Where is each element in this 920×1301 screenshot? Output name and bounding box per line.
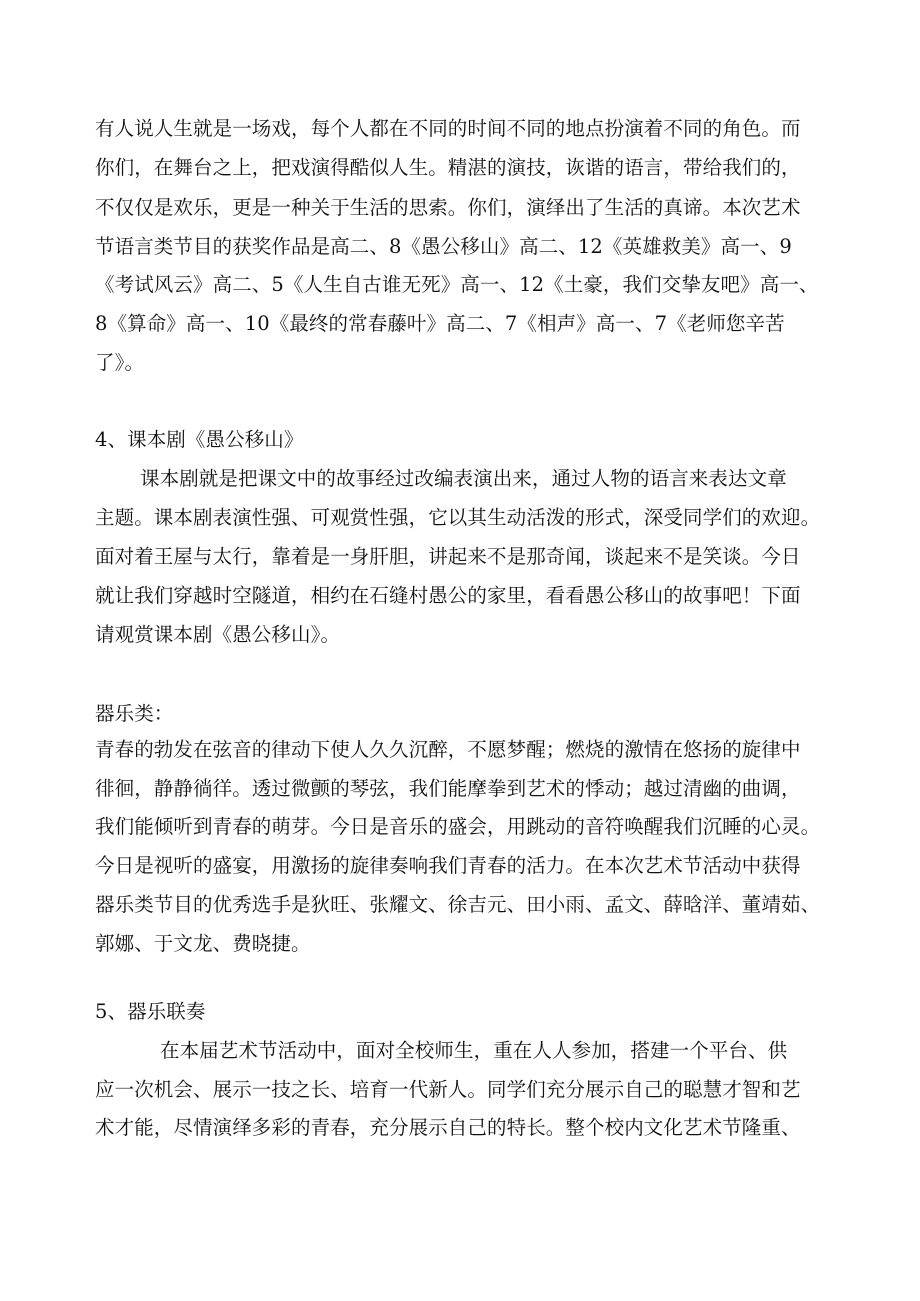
- paragraph-line: 徘徊，静静徜徉。透过微颤的琴弦，我们能摩拳到艺术的悸动；越过清幽的曲调，: [95, 777, 801, 800]
- paragraph-line: 青春的勃发在弦音的律动下使人久久沉醉，不愿梦醒；燃烧的激情在悠扬的旋律中: [95, 738, 801, 761]
- paragraph-line: 了》。: [95, 351, 145, 374]
- paragraph-line: 节语言类节目的获奖作品是高二、8《愚公移山》高二、12《英雄救美》高一、9: [95, 235, 792, 258]
- paragraph-line: 术才能，尽情演绎多彩的青春，充分展示自己的特长。整个校内文化艺术节隆重、: [95, 1116, 801, 1139]
- paragraph-line: 8《算命》高一、10《最终的常春藤叶》高二、7《相声》高一、7《老师您辛苦: [95, 312, 785, 335]
- paragraph-line: 面对着王屋与太行，靠着是一身肝胆，讲起来不是那奇闻，谈起来不是笑谈。今日: [95, 545, 801, 568]
- paragraph-line: 课本剧就是把课文中的故事经过改编表演出来，通过人物的语言来表达文章: [140, 467, 787, 490]
- paragraph-line: 主题。课本剧表演性强、可观赏性强，它以其生动活泼的形式，深受同学们的欢迎。: [95, 506, 821, 529]
- paragraph-line: 不仅仅是欢乐，更是一种关于生活的思索。你们，演绎出了生活的真谛。本次艺术: [95, 196, 801, 219]
- paragraph-line: 应一次机会、展示一技之长、培育一代新人。同学们充分展示自己的聪慧才智和艺: [95, 1078, 801, 1101]
- paragraph-line: 器乐类节目的优秀选手是狄旺、张耀文、徐吉元、田小雨、孟文、薛晗洋、董靖茹、: [95, 893, 821, 916]
- paragraph-line: 我们能倾听到青春的萌芽。今日是音乐的盛会，用跳动的音符唤醒我们沉睡的心灵。: [95, 815, 821, 838]
- paragraph-line: 郭娜、于文龙、费晓捷。: [95, 932, 311, 955]
- section-heading: 器乐类：: [95, 702, 174, 725]
- paragraph-line: 今日是视听的盛宴，用激扬的旋律奏响我们青春的活力。在本次艺术节活动中获得: [95, 854, 801, 877]
- section-heading: 5、器乐联奏: [95, 1000, 206, 1023]
- paragraph-line: 你们，在舞台之上，把戏演得酷似人生。精湛的演技，诙谐的语言，带给我们的，: [95, 156, 801, 179]
- paragraph-line: 请观赏课本剧《愚公移山》。: [95, 623, 341, 646]
- paragraph-line: 就让我们穿越时空隧道，相约在石缝村愚公的家里，看看愚公移山的故事吧！下面: [95, 584, 801, 607]
- paragraph-line: 有人说人生就是一场戏，每个人都在不同的时间不同的地点扮演着不同的角色。而: [95, 117, 801, 140]
- section-heading: 4、课本剧《愚公移山》: [95, 428, 304, 451]
- paragraph-line: 《考试风云》高二、5《人生自古谁无死》高一、12《土豪，我们交挚友吧》高一、: [95, 273, 819, 296]
- paragraph-line: 在本届艺术节活动中，面对全校师生，重在人人参加，搭建一个平台、供: [160, 1039, 788, 1062]
